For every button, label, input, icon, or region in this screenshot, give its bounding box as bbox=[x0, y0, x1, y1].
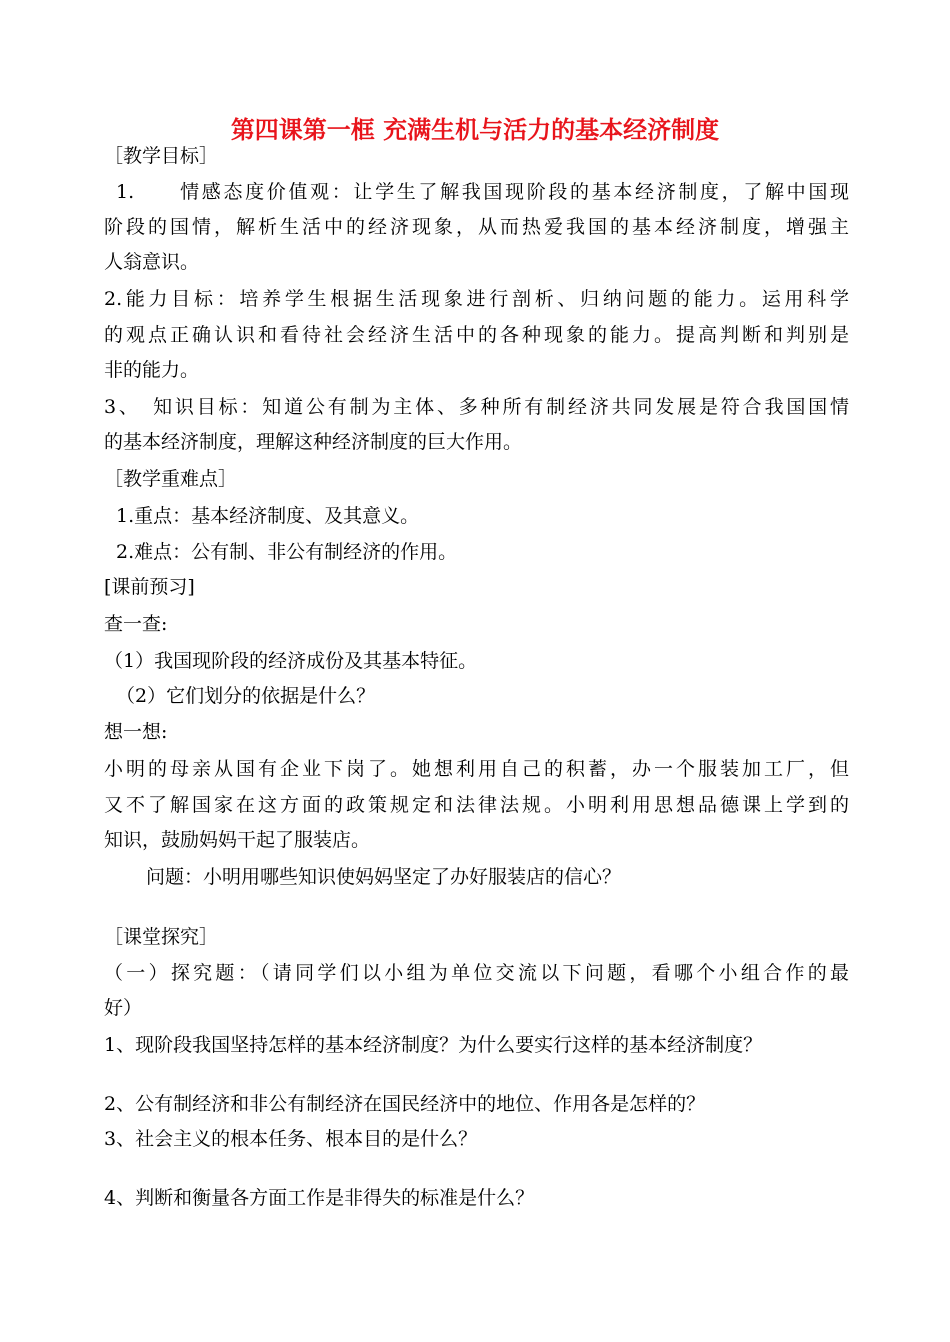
inquiry-intro-line-2: 好） bbox=[104, 997, 143, 1019]
section-heading-preview: [课前预习] bbox=[104, 576, 195, 598]
goal-1-line-2: 阶段的国情，解析生活中的经济现象，从而热爱我国的基本经济制度，增强主 bbox=[104, 216, 849, 238]
check-heading: 查一查: bbox=[104, 613, 168, 635]
goal-2-line-1: 2.能力目标：培养学生根据生活现象进行剖析、归纳问题的能力。运用科学 bbox=[104, 288, 849, 310]
section-heading-teaching-goals: ［教学目标］ bbox=[104, 145, 219, 167]
inquiry-question-3: 3、社会主义的根本任务、根本目的是什么？ bbox=[104, 1128, 478, 1150]
difficult-point: 2.难点：公有制、非公有制经济的作用。 bbox=[116, 541, 458, 563]
inquiry-question-4: 4、判断和衡量各方面工作是非得失的标准是什么？ bbox=[104, 1187, 535, 1209]
goal-3-line-2: 的基本经济制度，理解这种经济制度的巨大作用。 bbox=[104, 431, 523, 453]
goal-1-line-1: 1. 情感态度价值观：让学生了解我国现阶段的基本经济制度，了解中国现 bbox=[116, 181, 849, 203]
story-line-3: 知识，鼓励妈妈干起了服装店。 bbox=[104, 829, 371, 851]
inquiry-question-1: 1、现阶段我国坚持怎样的基本经济制度？为什么要实行这样的基本经济制度？ bbox=[104, 1034, 763, 1056]
section-heading-inquiry: ［课堂探究］ bbox=[104, 926, 219, 948]
section-heading-key-points: ［教学重难点］ bbox=[104, 468, 238, 490]
think-heading: 想一想: bbox=[104, 721, 168, 743]
goal-2-line-2: 的观点正确认识和看待社会经济生活中的各种现象的能力。提高判断和判别是 bbox=[104, 324, 849, 346]
preview-question-2: （2）它们划分的依据是什么？ bbox=[116, 685, 376, 707]
story-line-2: 又不了解国家在这方面的政策规定和法律法规。小明利用思想品德课上学到的 bbox=[104, 794, 849, 816]
story-line-1: 小明的母亲从国有企业下岗了。她想利用自己的积蓄，办一个服装加工厂，但 bbox=[104, 758, 849, 780]
document-title: 第四课第一框 充满生机与活力的基本经济制度 bbox=[230, 116, 720, 144]
goal-2-line-3: 非的能力。 bbox=[104, 359, 200, 381]
story-question: 问题：小明用哪些知识使妈妈坚定了办好服装店的信心？ bbox=[146, 866, 622, 888]
preview-question-1: （1）我国现阶段的经济成份及其基本特征。 bbox=[104, 650, 478, 672]
goal-3-line-1: 3、 知识目标：知道公有制为主体、多种所有制经济共同发展是符合我国国情 bbox=[104, 396, 849, 418]
key-point: 1.重点：基本经济制度、及其意义。 bbox=[116, 505, 420, 527]
goal-1-line-3: 人翁意识。 bbox=[104, 251, 200, 273]
inquiry-intro-line-1: （一）探究题：（请同学们以小组为单位交流以下问题，看哪个小组合作的最 bbox=[104, 962, 849, 984]
inquiry-question-2: 2、公有制经济和非公有制经济在国民经济中的地位、作用各是怎样的？ bbox=[104, 1093, 706, 1115]
